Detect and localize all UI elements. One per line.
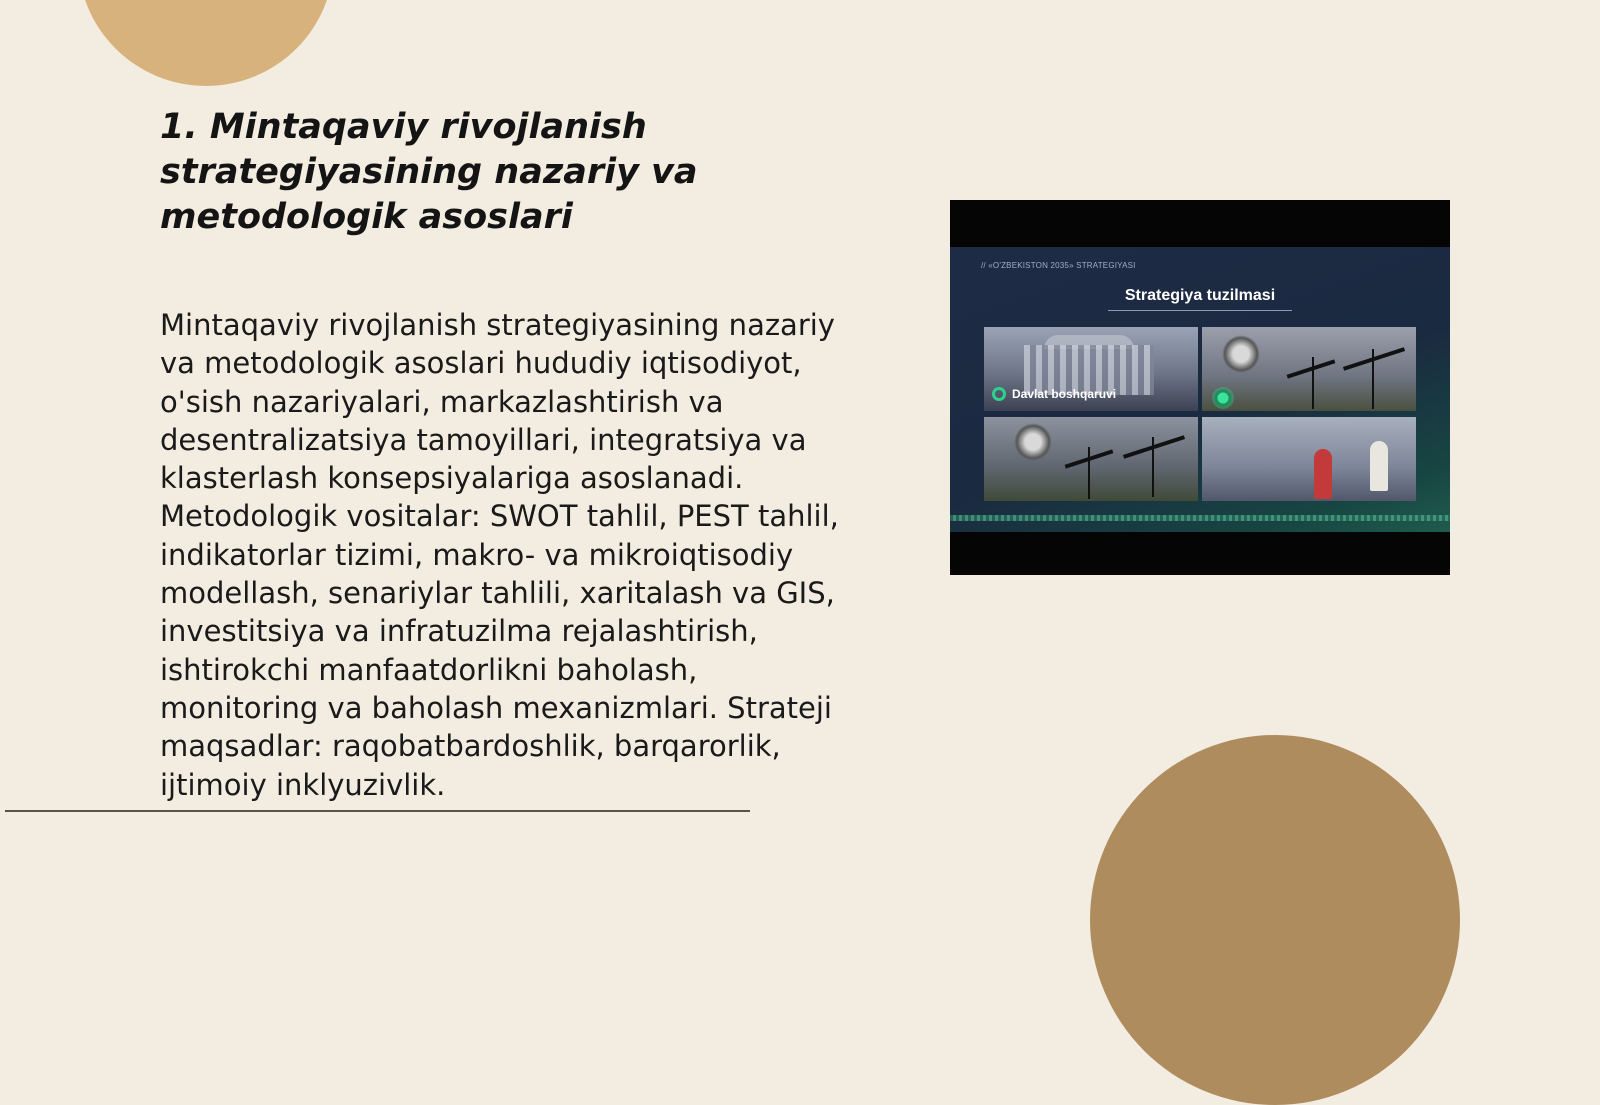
cotton-plant-shape: [1014, 423, 1052, 461]
embedded-slide-heading: Strategiya tuzilmasi: [1124, 287, 1276, 304]
slide-body-text: Mintaqaviy rivojlanish strategiyasining nazariy va metodologik asoslari hududiy iqtisodiyot, o'sish nazariyalari, markazlashtirish va desentralizatsiya tamoyillari, integratsiya va klasterlash konsepsiyalariga asoslanadi. Metodologik vositalar: SWOT tahlil, PEST tahlil, indikatorlar tizimi, makro- va mikroiqtisodiy modellash, senariylar tahlili, xaritalash va GIS, investitsiya va infratuzilma rejalashtirish, ishtirokchi manfaatdorlikni baholash, monitoring va baholash mexanizmlari. Strateji maqsadlar: raqobatbardoshlik, barqarorlik, ijtimoiy inklyuzivlik.: [160, 308, 839, 802]
person-shape: [1370, 441, 1388, 491]
person-shape: [1314, 449, 1332, 499]
ring-marker-icon: [992, 387, 1006, 401]
tile-label: [992, 387, 1116, 401]
embedded-slide-kicker: // «O'ZBEKISTON 2035» STRATEGIYASI: [981, 261, 1136, 270]
oil-pump-beam-shape: [1343, 347, 1405, 371]
decorative-circle-top: [78, 0, 334, 86]
horizontal-divider: [5, 810, 750, 812]
embedded-slide-heading-underline: [1108, 310, 1292, 311]
tile-label-text: Davlat boshqaruvi: [1012, 387, 1117, 401]
embedded-slide-content: [950, 247, 1450, 532]
oil-pump-beam-shape: [1123, 435, 1185, 459]
active-marker-icon: [1212, 387, 1234, 409]
oil-pump-beam-shape: [1287, 359, 1336, 378]
slide-title: 1. Mintaqaviy rivojlanish strategiyasining nazariy va metodologik asoslari: [160, 107, 698, 237]
decorative-circle-bottom: [1090, 735, 1460, 1105]
photo-tile-cotton-oil: [1202, 327, 1416, 411]
embedded-slide-bottom-band: [950, 515, 1450, 521]
photo-tile-people: [1202, 417, 1416, 501]
photo-tile-government-building: [984, 327, 1198, 411]
cotton-plant-shape: [1222, 335, 1260, 373]
oil-pump-post-shape: [1088, 447, 1090, 499]
embedded-slide-image: [950, 200, 1450, 575]
photo-tile-cotton-oil-2: [984, 417, 1198, 501]
